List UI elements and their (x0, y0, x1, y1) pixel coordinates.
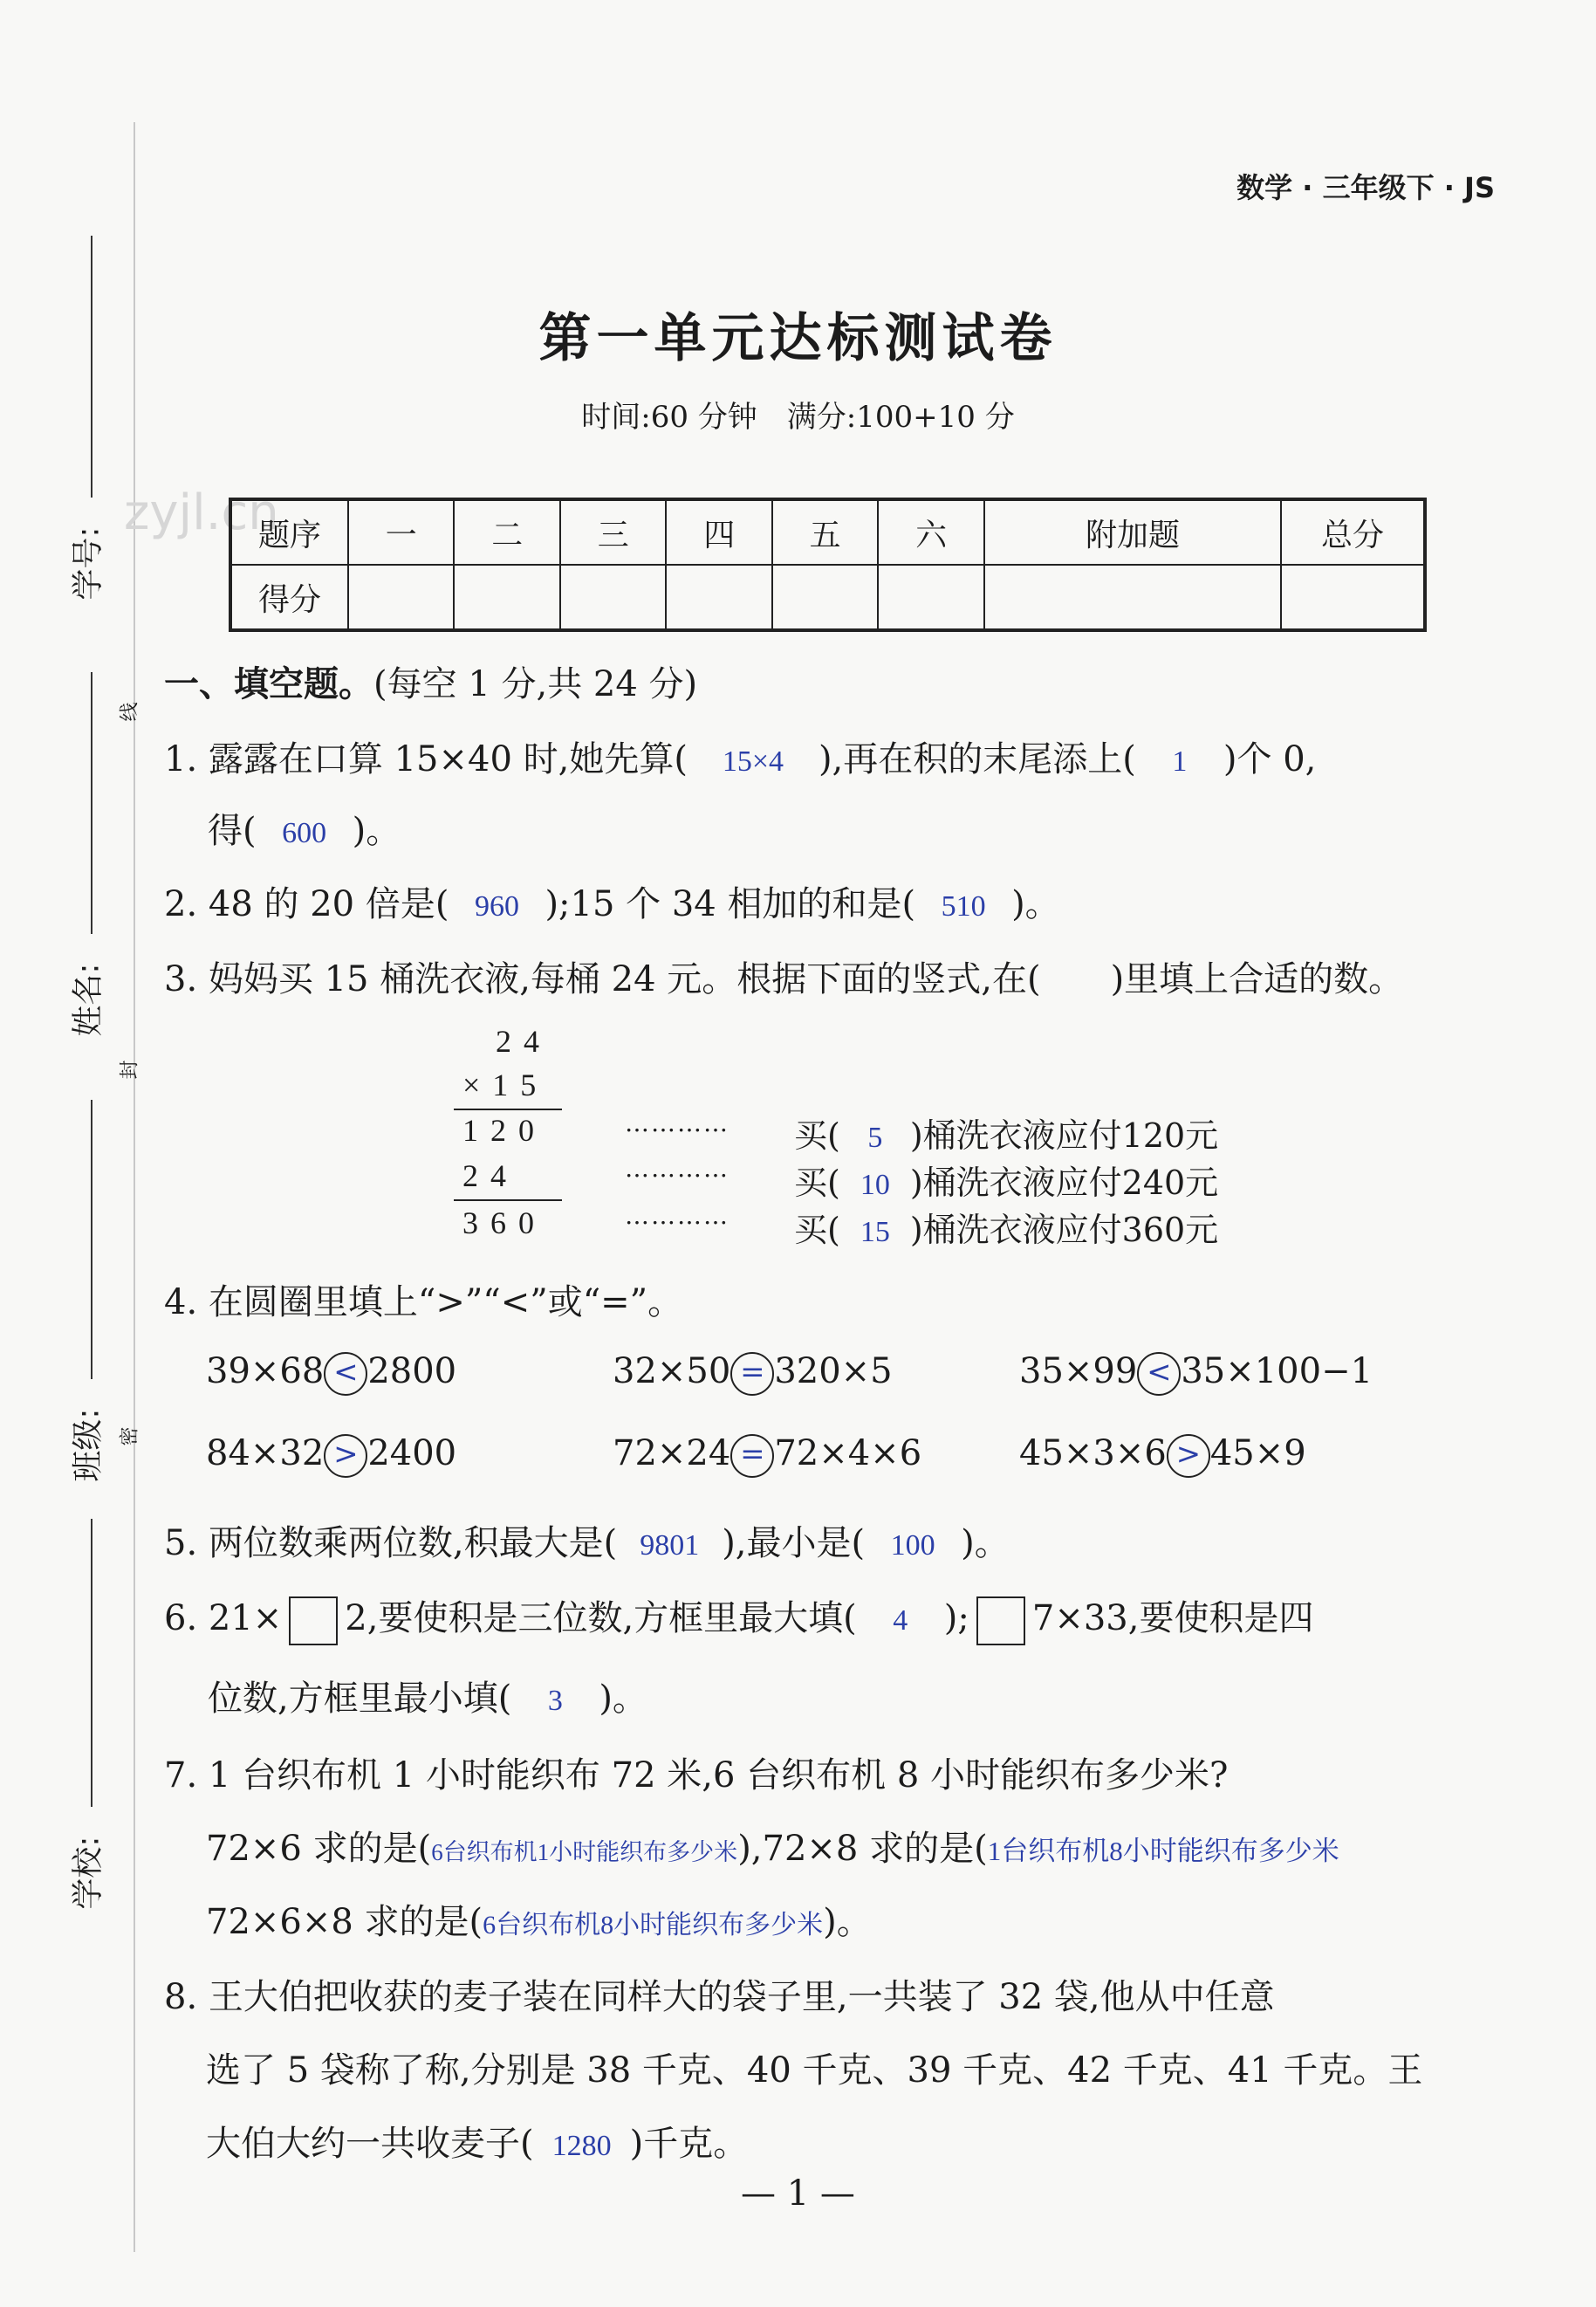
exam-info: 时间:60 分钟 满分:100+10 分 (581, 400, 1015, 435)
question-1-line-2 (208, 803, 401, 853)
compare-left: 35×99 (1019, 1351, 1138, 1391)
school-line (91, 1519, 92, 1807)
class-label: 班级: (70, 1408, 106, 1482)
question-7-line-3 (206, 1894, 872, 1944)
secret-label: 密 (119, 1426, 141, 1446)
section-heading (164, 656, 697, 706)
page-title: 第一单元达标测试卷 (538, 308, 1058, 369)
score-table (229, 498, 1427, 632)
compare-left: 45×3×6 (1019, 1433, 1167, 1473)
question-text: 大伯大约一共收麦子( (206, 2124, 534, 2164)
compare-left: 84×32 (206, 1433, 325, 1473)
series-header: 数学 · 三年级下 · JS (1236, 171, 1495, 204)
compare-right: 2400 (367, 1433, 457, 1473)
question-text: ),再在积的末尾添上( (818, 739, 1136, 779)
score-header-cell: 附加题 (984, 499, 1281, 565)
leader-dots: ………… (625, 1109, 730, 1137)
score-cell[interactable] (878, 565, 983, 630)
score-cell[interactable] (1281, 565, 1425, 630)
score-cell[interactable] (666, 565, 771, 630)
section-note: (每空 1 分,共 24 分) (373, 664, 698, 704)
answer-5-2: 100 (890, 1529, 935, 1562)
answer-2-1: 960 (474, 890, 519, 923)
score-table-header-row (230, 499, 1425, 565)
score-header-cell: 一 (348, 499, 454, 565)
buy-suffix: )桶洗衣液应付120元 (909, 1116, 1219, 1155)
compare-left: 72×24 (613, 1433, 731, 1473)
question-7-line-2 (206, 1821, 1339, 1871)
score-header-cell: 二 (454, 499, 559, 565)
score-header-cell: 四 (666, 499, 771, 565)
compare-circle[interactable]: < (1137, 1352, 1181, 1396)
question-text: 2,要使积是三位数,方框里最大填( (345, 1598, 857, 1638)
question-text: 5. 两位数乘两位数,积最大是( (164, 1523, 618, 1563)
question-8-line-3 (206, 2116, 748, 2166)
score-table-score-row (230, 565, 1425, 630)
calc-product: 360 (462, 1205, 546, 1240)
question-1-line-1 (164, 731, 1316, 781)
blank-box[interactable] (976, 1596, 1025, 1645)
question-7: 7. 1 台织布机 1 小时能织布 72 米,6 台织布机 8 小时能织布多少米? (164, 1755, 1229, 1795)
score-header-cell: 总分 (1281, 499, 1425, 565)
question-text: 得( (208, 811, 257, 851)
section-title: 一、填空题。 (164, 664, 373, 704)
compare-circle[interactable]: > (1167, 1434, 1210, 1478)
compare-right: 35×100−1 (1181, 1351, 1373, 1391)
leader-dots: ………… (625, 1154, 730, 1183)
question-3: 3. 妈妈买 15 桶洗衣液,每桶 24 元。根据下面的竖式,在( )里填上合适的数。 (164, 959, 1404, 999)
answer-6-2: 3 (547, 1685, 563, 1717)
class-line (91, 1100, 92, 1379)
question-text: 72×6×8 求的是( (206, 1902, 483, 1942)
answer-8: 1280 (551, 2130, 612, 2162)
compare-left: 32×50 (613, 1351, 731, 1391)
compare-item (206, 1351, 456, 1396)
blank-box[interactable] (289, 1596, 338, 1645)
student-no-label: 学号: (70, 526, 106, 601)
question-5 (164, 1515, 1010, 1565)
answer-1-1: 15×4 (722, 745, 784, 778)
question-text: 7×33,要使积是四 (1031, 1598, 1314, 1638)
score-header-cell: 六 (878, 499, 983, 565)
answer-1-2: 1 (1172, 745, 1188, 778)
compare-circle[interactable]: > (324, 1434, 367, 1478)
question-8-line-1: 8. 王大伯把收获的麦子装在同样大的袋子里,一共装了 32 袋,他从中任意 (164, 1977, 1275, 2017)
buy-prefix: 买( (794, 1164, 840, 1202)
cut-line-label: 线 (119, 702, 141, 722)
question-text: )。 (823, 1902, 872, 1942)
question-text: 2. 48 的 20 倍是( (164, 884, 449, 924)
score-cell[interactable] (984, 565, 1281, 630)
answer-2-2: 510 (941, 890, 986, 923)
calc-rule (454, 1199, 562, 1201)
question-text: ),最小是( (722, 1523, 866, 1563)
buy-row-1 (794, 1109, 1218, 1157)
score-cell[interactable] (348, 565, 454, 630)
question-text: )。 (599, 1679, 647, 1719)
answer-7-2: 1台织布机8小时能织布多少米 (987, 1836, 1339, 1866)
calc-partial-2: 24 (462, 1158, 518, 1193)
calc-rule (454, 1109, 562, 1110)
question-6-line-1 (164, 1590, 1313, 1645)
seal-label: 封 (119, 1060, 141, 1080)
name-line (91, 672, 92, 934)
calc-partial-1: 120 (462, 1113, 546, 1148)
buy-row-2 (794, 1156, 1218, 1204)
page-number: — 1 — (741, 2173, 855, 2214)
compare-item (613, 1351, 893, 1396)
question-text: )。 (352, 811, 401, 851)
compare-right: 320×5 (774, 1351, 893, 1391)
score-header-cell: 题序 (230, 499, 348, 565)
buy-row-3 (794, 1203, 1218, 1251)
buy-prefix: 买( (794, 1116, 840, 1155)
binding-margin-line (134, 122, 135, 2252)
question-text: )。 (961, 1523, 1010, 1563)
compare-right: 45×9 (1209, 1433, 1306, 1473)
score-header-cell: 三 (560, 499, 666, 565)
question-8-line-2: 选了 5 袋称了称,分别是 38 千克、40 千克、39 千克、42 千克、41 千克。王 (206, 2050, 1423, 2091)
leader-dots: ………… (625, 1201, 730, 1230)
compare-item (206, 1433, 456, 1478)
school-label: 学校: (70, 1836, 106, 1910)
question-text: )千克。 (629, 2124, 749, 2164)
question-text: ),72×8 求的是( (737, 1829, 988, 1869)
buy-prefix: 买( (794, 1211, 840, 1249)
question-4: 4. 在圆圈里填上“>”“<”或“=”。 (164, 1282, 683, 1322)
question-text: 72×6 求的是( (206, 1829, 432, 1869)
calc-multiplier: ×15 (462, 1068, 549, 1102)
calc-multiplicand: 24 (496, 1024, 551, 1059)
answer-3-3: 15 (860, 1216, 890, 1248)
buy-suffix: )桶洗衣液应付240元 (909, 1164, 1219, 1202)
compare-circle[interactable]: = (730, 1352, 774, 1396)
question-text: 6. 21× (164, 1598, 283, 1638)
answer-7-3: 6台织布机8小时能织布多少米 (483, 1911, 824, 1940)
compare-circle[interactable]: = (730, 1434, 774, 1478)
score-cell[interactable] (560, 565, 666, 630)
answer-1-3: 600 (282, 817, 327, 849)
question-text: 1. 露露在口算 15×40 时,她先算( (164, 739, 688, 779)
score-header-cell: 五 (772, 499, 878, 565)
compare-circle[interactable]: < (324, 1352, 367, 1396)
watermark: zyjl.cn (124, 484, 279, 541)
question-6-line-2 (208, 1671, 647, 1720)
name-label: 姓名: (70, 963, 106, 1037)
compare-left: 39×68 (206, 1351, 325, 1391)
compare-item (1019, 1351, 1373, 1396)
answer-5-1: 9801 (640, 1529, 700, 1562)
answer-7-1: 6台织布机1小时能织布多少米 (431, 1839, 738, 1865)
answer-3-1: 5 (867, 1122, 883, 1154)
answer-3-2: 10 (860, 1169, 890, 1201)
question-text: );15 个 34 相加的和是( (545, 884, 916, 924)
score-row-label: 得分 (230, 565, 348, 630)
question-text: ); (943, 1598, 969, 1638)
question-text: 位数,方框里最小填( (208, 1679, 512, 1719)
score-cell[interactable] (772, 565, 878, 630)
question-text: )个 0, (1223, 739, 1317, 779)
buy-suffix: )桶洗衣液应付360元 (909, 1211, 1219, 1249)
compare-item (613, 1433, 921, 1478)
score-cell[interactable] (454, 565, 559, 630)
answer-6-1: 4 (893, 1604, 908, 1637)
question-2 (164, 876, 1060, 926)
compare-right: 72×4×6 (774, 1433, 922, 1473)
compare-right: 2800 (367, 1351, 457, 1391)
compare-item (1019, 1433, 1306, 1478)
question-text: )。 (1011, 884, 1060, 924)
